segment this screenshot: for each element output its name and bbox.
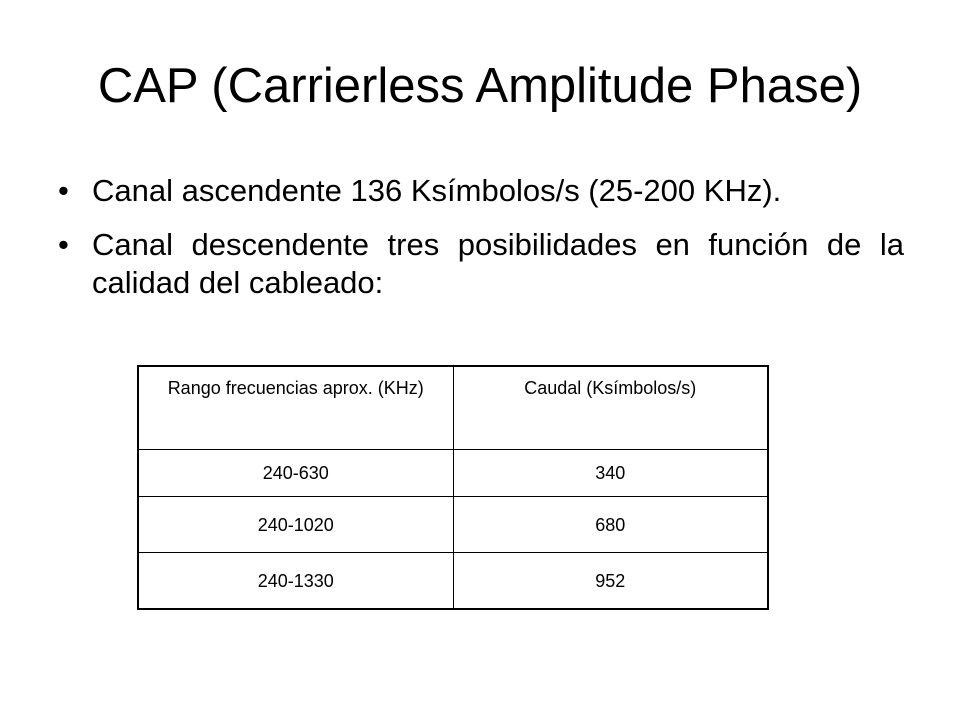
bullet-list <box>58 172 904 318</box>
bullet-item-upstream <box>58 172 904 210</box>
cell-frequency-range: 240-1330 <box>138 553 453 610</box>
bullet-text-downstream: Canal descendente tres posibilidades en función de la calidad del cableado: <box>92 227 904 300</box>
bullet-icon: • <box>58 227 69 262</box>
table-row <box>138 553 768 610</box>
bullet-text-upstream: Canal ascendente 136 Ksímbolos/s (25-200 KHz). <box>92 173 782 208</box>
frequency-rate-table <box>137 365 769 610</box>
slide-title: CAP (Carrierless Amplitude Phase) <box>97 59 863 113</box>
cell-frequency-range: 240-1020 <box>138 497 453 553</box>
header-rate: Caudal (Ksímbolos/s) <box>453 366 768 450</box>
cell-rate: 340 <box>453 450 768 497</box>
table-header-row <box>138 366 768 450</box>
bullet-item-downstream <box>58 226 904 302</box>
table-row <box>138 450 768 497</box>
cell-rate: 680 <box>453 497 768 553</box>
table-row <box>138 497 768 553</box>
cell-frequency-range: 240-630 <box>138 450 453 497</box>
bullet-icon: • <box>58 173 69 208</box>
cell-rate: 952 <box>453 553 768 610</box>
header-frequency-range: Rango frecuencias aprox. (KHz) <box>138 366 453 450</box>
